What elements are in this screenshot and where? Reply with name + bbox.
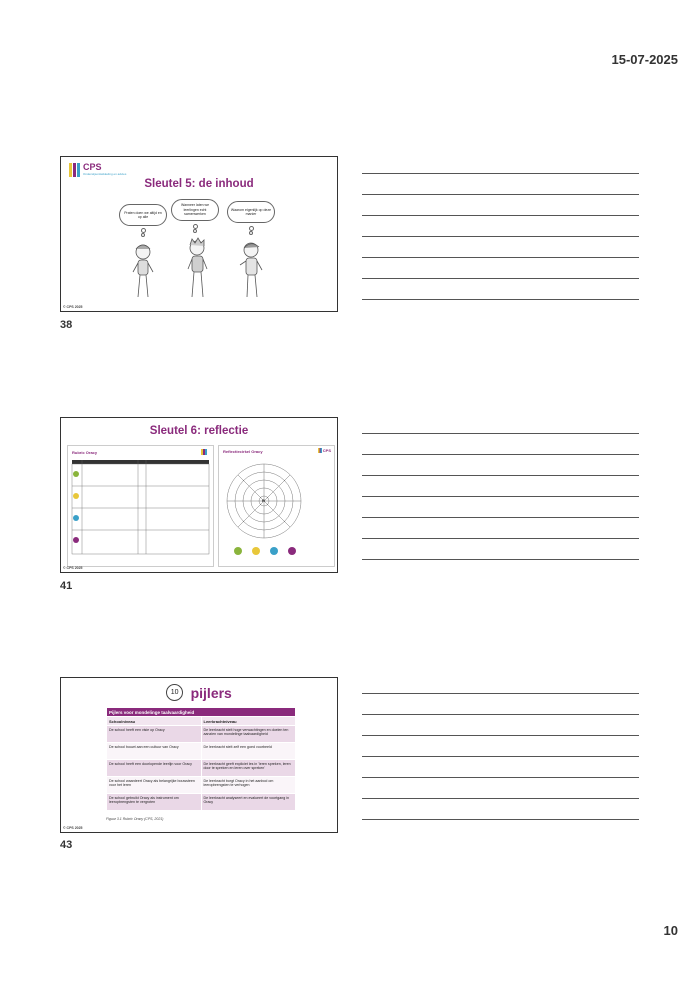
title-number-circle: 10 — [166, 684, 183, 701]
slide-title: Sleutel 5: de inhoud — [144, 178, 254, 190]
logo-word: CPS — [83, 162, 102, 172]
cognitive-strand-icon — [270, 547, 278, 555]
slide-38 — [60, 156, 338, 312]
table-row — [107, 726, 296, 743]
slide-footer: © CPS 2025 — [63, 826, 83, 830]
column-header-school: Schoolniveau — [107, 717, 202, 726]
child-figure-middle-icon — [188, 238, 207, 297]
table-row — [107, 794, 296, 811]
header-date: 15-07-2025 — [611, 52, 678, 67]
table-title: Pijlers voor mondelinge taalvaardigheid — [107, 708, 296, 717]
slide-title: Sleutel 6: reflectie — [149, 425, 249, 437]
table-cell: De leerkracht stelt hoge verwachtingen en doelen ten aanzien van mondelinge taalvaardigheid — [201, 726, 296, 743]
social-strand-icon — [73, 537, 79, 543]
table-cell: De leerkracht stelt zelf een goed voorbeeld — [201, 743, 296, 760]
table-cell: De school heeft een doorlopende leerlijn voor Oracy — [107, 760, 202, 777]
table-cell: De school bouwt aan een cultuur van Oracy — [107, 743, 202, 760]
linguistic-strand-icon — [73, 493, 79, 499]
column-header-teacher: Leerkrachtniveau — [201, 717, 296, 726]
thought-cloud-left: Praten doen we altijd en op alle — [119, 204, 167, 226]
page-number: 10 — [663, 923, 678, 938]
physical-strand-icon — [73, 471, 79, 477]
cognitive-strand-icon — [73, 515, 79, 521]
children-illustration — [61, 157, 338, 312]
table-cell: De leerkracht borgt Oracy in het aanbod om leeropbrengsten te verhogen — [201, 777, 296, 794]
reflection-logo-word: CPS — [322, 448, 331, 453]
rubric-grid — [68, 446, 213, 566]
figure-caption: Figuur 3.1 Rubric Oracy (CPS, 2021) — [106, 817, 164, 821]
child-figure-right-icon — [240, 243, 262, 297]
linguistic-strand-icon — [252, 547, 260, 555]
child-figure-left-icon — [133, 245, 153, 297]
physical-strand-icon — [234, 547, 242, 555]
table-row — [107, 743, 296, 760]
slide-number-38: 38 — [60, 319, 73, 331]
slide-footer: © CPS 2025 — [63, 305, 83, 309]
slide-41 — [60, 417, 338, 573]
rubric-panel-title: Rubric Oracy — [72, 450, 98, 455]
table-row — [107, 777, 296, 794]
table-cell: De leerkracht analyseert en evalueert de voortgang in Oracy — [201, 794, 296, 811]
pillars-table — [106, 707, 296, 811]
logo-tagline: Onderwijsontwikkeling en advies — [83, 172, 127, 176]
slide-number-41: 41 — [60, 580, 73, 592]
reflection-panel-title: Reflectiecirkel Oracy — [223, 449, 263, 454]
thought-cloud-middle: Wanneer laten we leerlingen echt samenwerken — [171, 199, 219, 221]
slide-number-43: 43 — [60, 839, 73, 851]
table-cell: De school heeft een visie op Oracy — [107, 726, 202, 743]
thought-cloud-right: Waarom eigenlijk op deze manier — [227, 201, 275, 223]
slide-title: pijlers — [190, 684, 232, 701]
slide-43 — [60, 677, 338, 833]
table-cell: De leerkracht geeft expliciet les in 'leren spreken, leren door te spreken en leren over spreken' — [201, 760, 296, 777]
reflection-centre-label: R — [262, 498, 265, 503]
notes-lines-38 — [362, 173, 639, 320]
social-strand-icon — [288, 547, 296, 555]
reflection-panel — [218, 445, 335, 567]
table-row — [107, 760, 296, 777]
slide-footer: © CPS 2025 — [63, 566, 83, 570]
slide-title-row — [61, 684, 337, 702]
notes-lines-41 — [362, 433, 639, 580]
notes-lines-43 — [362, 693, 639, 840]
rubric-panel — [67, 445, 214, 567]
table-cell: De school waardeert Oracy als belangrijke bouwsteen voor het leren — [107, 777, 202, 794]
table-cell: De school gebruikt Oracy als instrument om leeropbrengsten te vergroten — [107, 794, 202, 811]
